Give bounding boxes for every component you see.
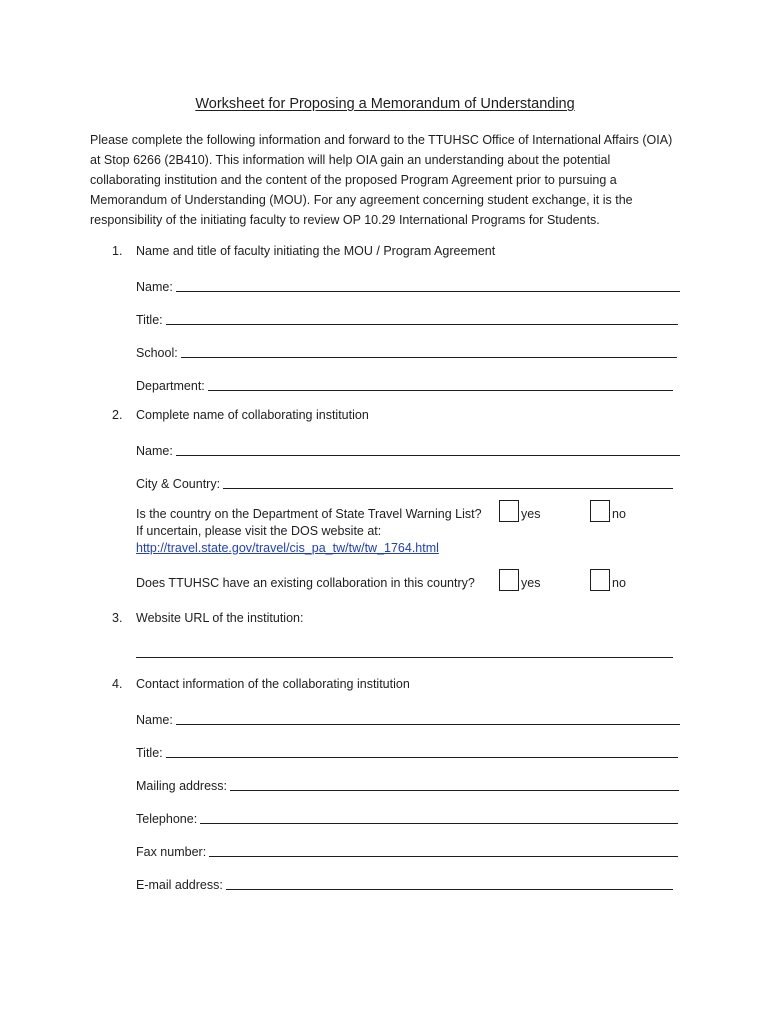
mailing-address-label: Mailing address: [136, 779, 228, 793]
section-4-heading: Contact information of the collaborating institution [136, 677, 410, 691]
contact-name-label: Name: [136, 713, 173, 727]
faculty-department-label: Department: [136, 379, 205, 393]
travel-warning-question: Is the country on the Department of State Travel Warning List? [136, 507, 482, 521]
existing-collaboration-no-label: no [612, 576, 626, 590]
contact-name-field [136, 709, 680, 727]
fax-number-field [136, 841, 678, 859]
institution-name-input[interactable] [176, 441, 680, 455]
dos-website-link[interactable]: http://travel.state.gov/travel/cis_pa_tw/tw/tw_1764.html [136, 541, 439, 555]
institution-name-field [136, 440, 680, 458]
fax-number-label: Fax number: [136, 845, 207, 859]
faculty-name-field [136, 276, 680, 294]
section-1-heading: Name and title of faculty initiating the MOU / Program Agreement [136, 244, 496, 258]
existing-collaboration-no-checkbox[interactable] [590, 569, 610, 591]
email-address-label: E-mail address: [136, 878, 223, 892]
institution-name-label: Name: [136, 444, 173, 458]
mailing-address-input[interactable] [230, 776, 679, 790]
faculty-school-label: School: [136, 346, 178, 360]
website-url-input[interactable] [136, 643, 673, 657]
telephone-label: Telephone: [136, 812, 198, 826]
faculty-school-field [136, 342, 677, 360]
faculty-department-field [136, 375, 673, 393]
city-country-input[interactable] [223, 474, 673, 488]
telephone-input[interactable] [200, 809, 678, 823]
existing-collaboration-yes-label: yes [521, 576, 541, 590]
section-4-number: 4. [112, 677, 123, 691]
website-url-field [136, 642, 673, 660]
section-2-heading: Complete name of collaborating institution [136, 408, 369, 422]
faculty-title-label: Title: [136, 313, 163, 327]
email-address-input[interactable] [226, 875, 673, 889]
city-country-label: City & Country: [136, 477, 221, 491]
faculty-department-input[interactable] [208, 376, 673, 390]
travel-warning-no-checkbox[interactable] [590, 500, 610, 522]
section-2-number: 2. [112, 408, 123, 422]
section-1-number: 1. [112, 244, 123, 258]
contact-title-input[interactable] [166, 743, 678, 757]
faculty-title-input[interactable] [166, 310, 678, 324]
document-title: Worksheet for Proposing a Memorandum of Understanding [195, 96, 575, 112]
contact-name-input[interactable] [176, 710, 680, 724]
faculty-name-label: Name: [136, 280, 173, 294]
faculty-title-field [136, 309, 678, 327]
email-address-field [136, 874, 673, 892]
travel-warning-yes-checkbox[interactable] [499, 500, 519, 522]
faculty-name-input[interactable] [176, 277, 680, 291]
contact-title-label: Title: [136, 746, 163, 760]
travel-warning-hint: If uncertain, please visit the DOS website at: [136, 524, 382, 538]
city-country-field [136, 473, 673, 491]
existing-collaboration-yes-checkbox[interactable] [499, 569, 519, 591]
travel-warning-yes-label: yes [521, 507, 541, 521]
contact-title-field [136, 742, 678, 760]
telephone-field [136, 808, 678, 826]
fax-number-input[interactable] [209, 842, 678, 856]
intro-paragraph: Please complete the following information and forward to the TTUHSC Office of International Affairs (OIA) at Stop 6266 (2B410). This information will help OIA gain an understanding about the potential collaborating institution and the content of the proposed Program Agreement prior to pursuing a Memorandum of Understanding (MOU). For any agreement concerning student exchange, it is the responsibility of the initiating faculty to review OP 10.29 International Programs for Students. [90, 133, 673, 227]
mailing-address-field [136, 775, 679, 793]
travel-warning-no-label: no [612, 507, 626, 521]
section-3-heading: Website URL of the institution: [136, 611, 304, 625]
existing-collaboration-question: Does TTUHSC have an existing collaboration in this country? [136, 576, 475, 590]
section-3-number: 3. [112, 611, 123, 625]
faculty-school-input[interactable] [181, 343, 677, 357]
